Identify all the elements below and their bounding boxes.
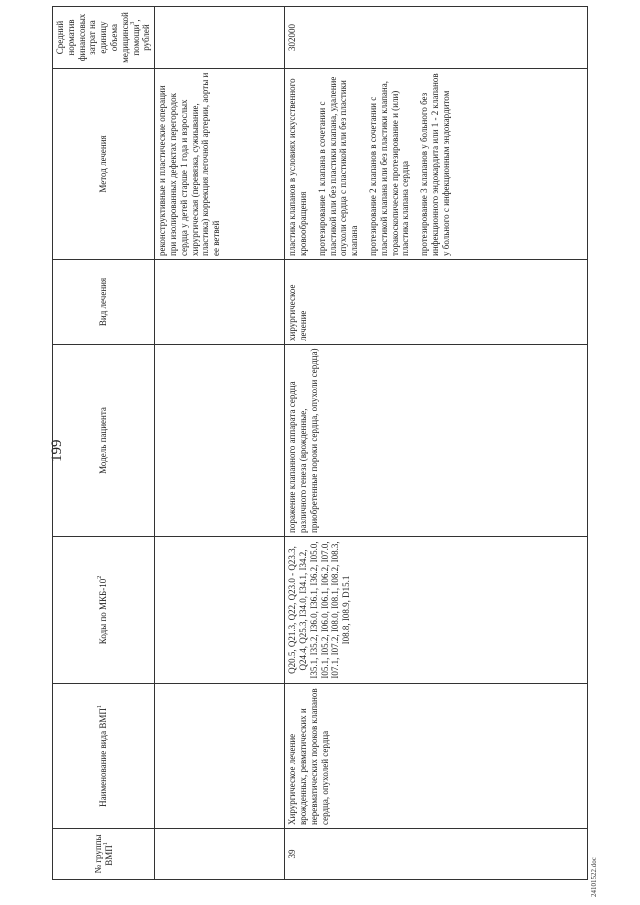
header-method: Метод лечения [53,69,155,260]
continuation-method: реконструктивные и пластические операции при изолированных дефектах перегородок сердца у детей старше 1 года и взрослых хирургическая (перевязка, сужиывание, пластика) коррекция легочной артерии, аорты и ее ветвей [155,69,285,260]
method-item: протезирование 3 клапанов у больного без инфекционного эндокардита или 1 - 2 клапанов у больного с инфекционным эндокардитом [419,73,451,256]
header-model: Модель пациента [53,345,155,537]
header-type: Вид лечения [53,260,155,345]
continuation-row [155,7,285,880]
header-row [53,7,155,880]
method-item: пластика клапанов в условиях искусственного кровообращения [287,78,308,256]
group-number: 39 [285,829,588,880]
method-item: протезирование 1 клапана в сочетании с пластикой или без пластики клапана, удаление опухоли сердца с пластикой или без пластики клапана [316,76,360,256]
header-codes: Коды по МКБ-$10^2$ [53,537,155,684]
method-item: протезирование 2 клапанов в сочетании с пластикой клапана или без пластики клапана, торакоскопическое протезирование и (или) пластика клапана сердца [367,81,411,256]
vmp-name: Хирургическое лечение врожденных, ревматических и неревматических пороков клапанов сердца, опухолей сердца [285,684,588,829]
doc-footer: 24101522.doc [590,857,598,897]
patient-model: поражение клапанного аппарата сердца различного генеза (врожденные, приобретенные пороки сердца, опухоли сердца) [285,345,588,537]
treatment-type: хирургическое лечение [285,260,588,345]
treatment-methods [285,69,588,260]
cost-value: 302000 [285,7,588,69]
table-row [285,7,588,880]
header-cost: Средний норматив финансовых затрат на единицу объема медицинской помощи$^3$, рублей [53,7,155,69]
page-number: 199 [49,439,65,462]
vmp-table [52,6,588,880]
header-num: № группы ВМП$^1$ [53,829,155,880]
icd-codes: Q20.5, Q21.3, Q22, Q23.0 - Q23.3, Q24.4, Q25.3, I34.0, I34.1, I34.2, I35.1, I35.2, I36.0, I36.1, I36.2, I05.0, I05.1, I05.2, I06.0, I06.1, I06.2, I07.0, I07.1, I07.2, I08.0, I08.1, I08.2, I08.3, I08.8, I08.9, D15.1 [285,537,588,684]
header-name: Наименование вида ВМП$^1$ [53,684,155,829]
